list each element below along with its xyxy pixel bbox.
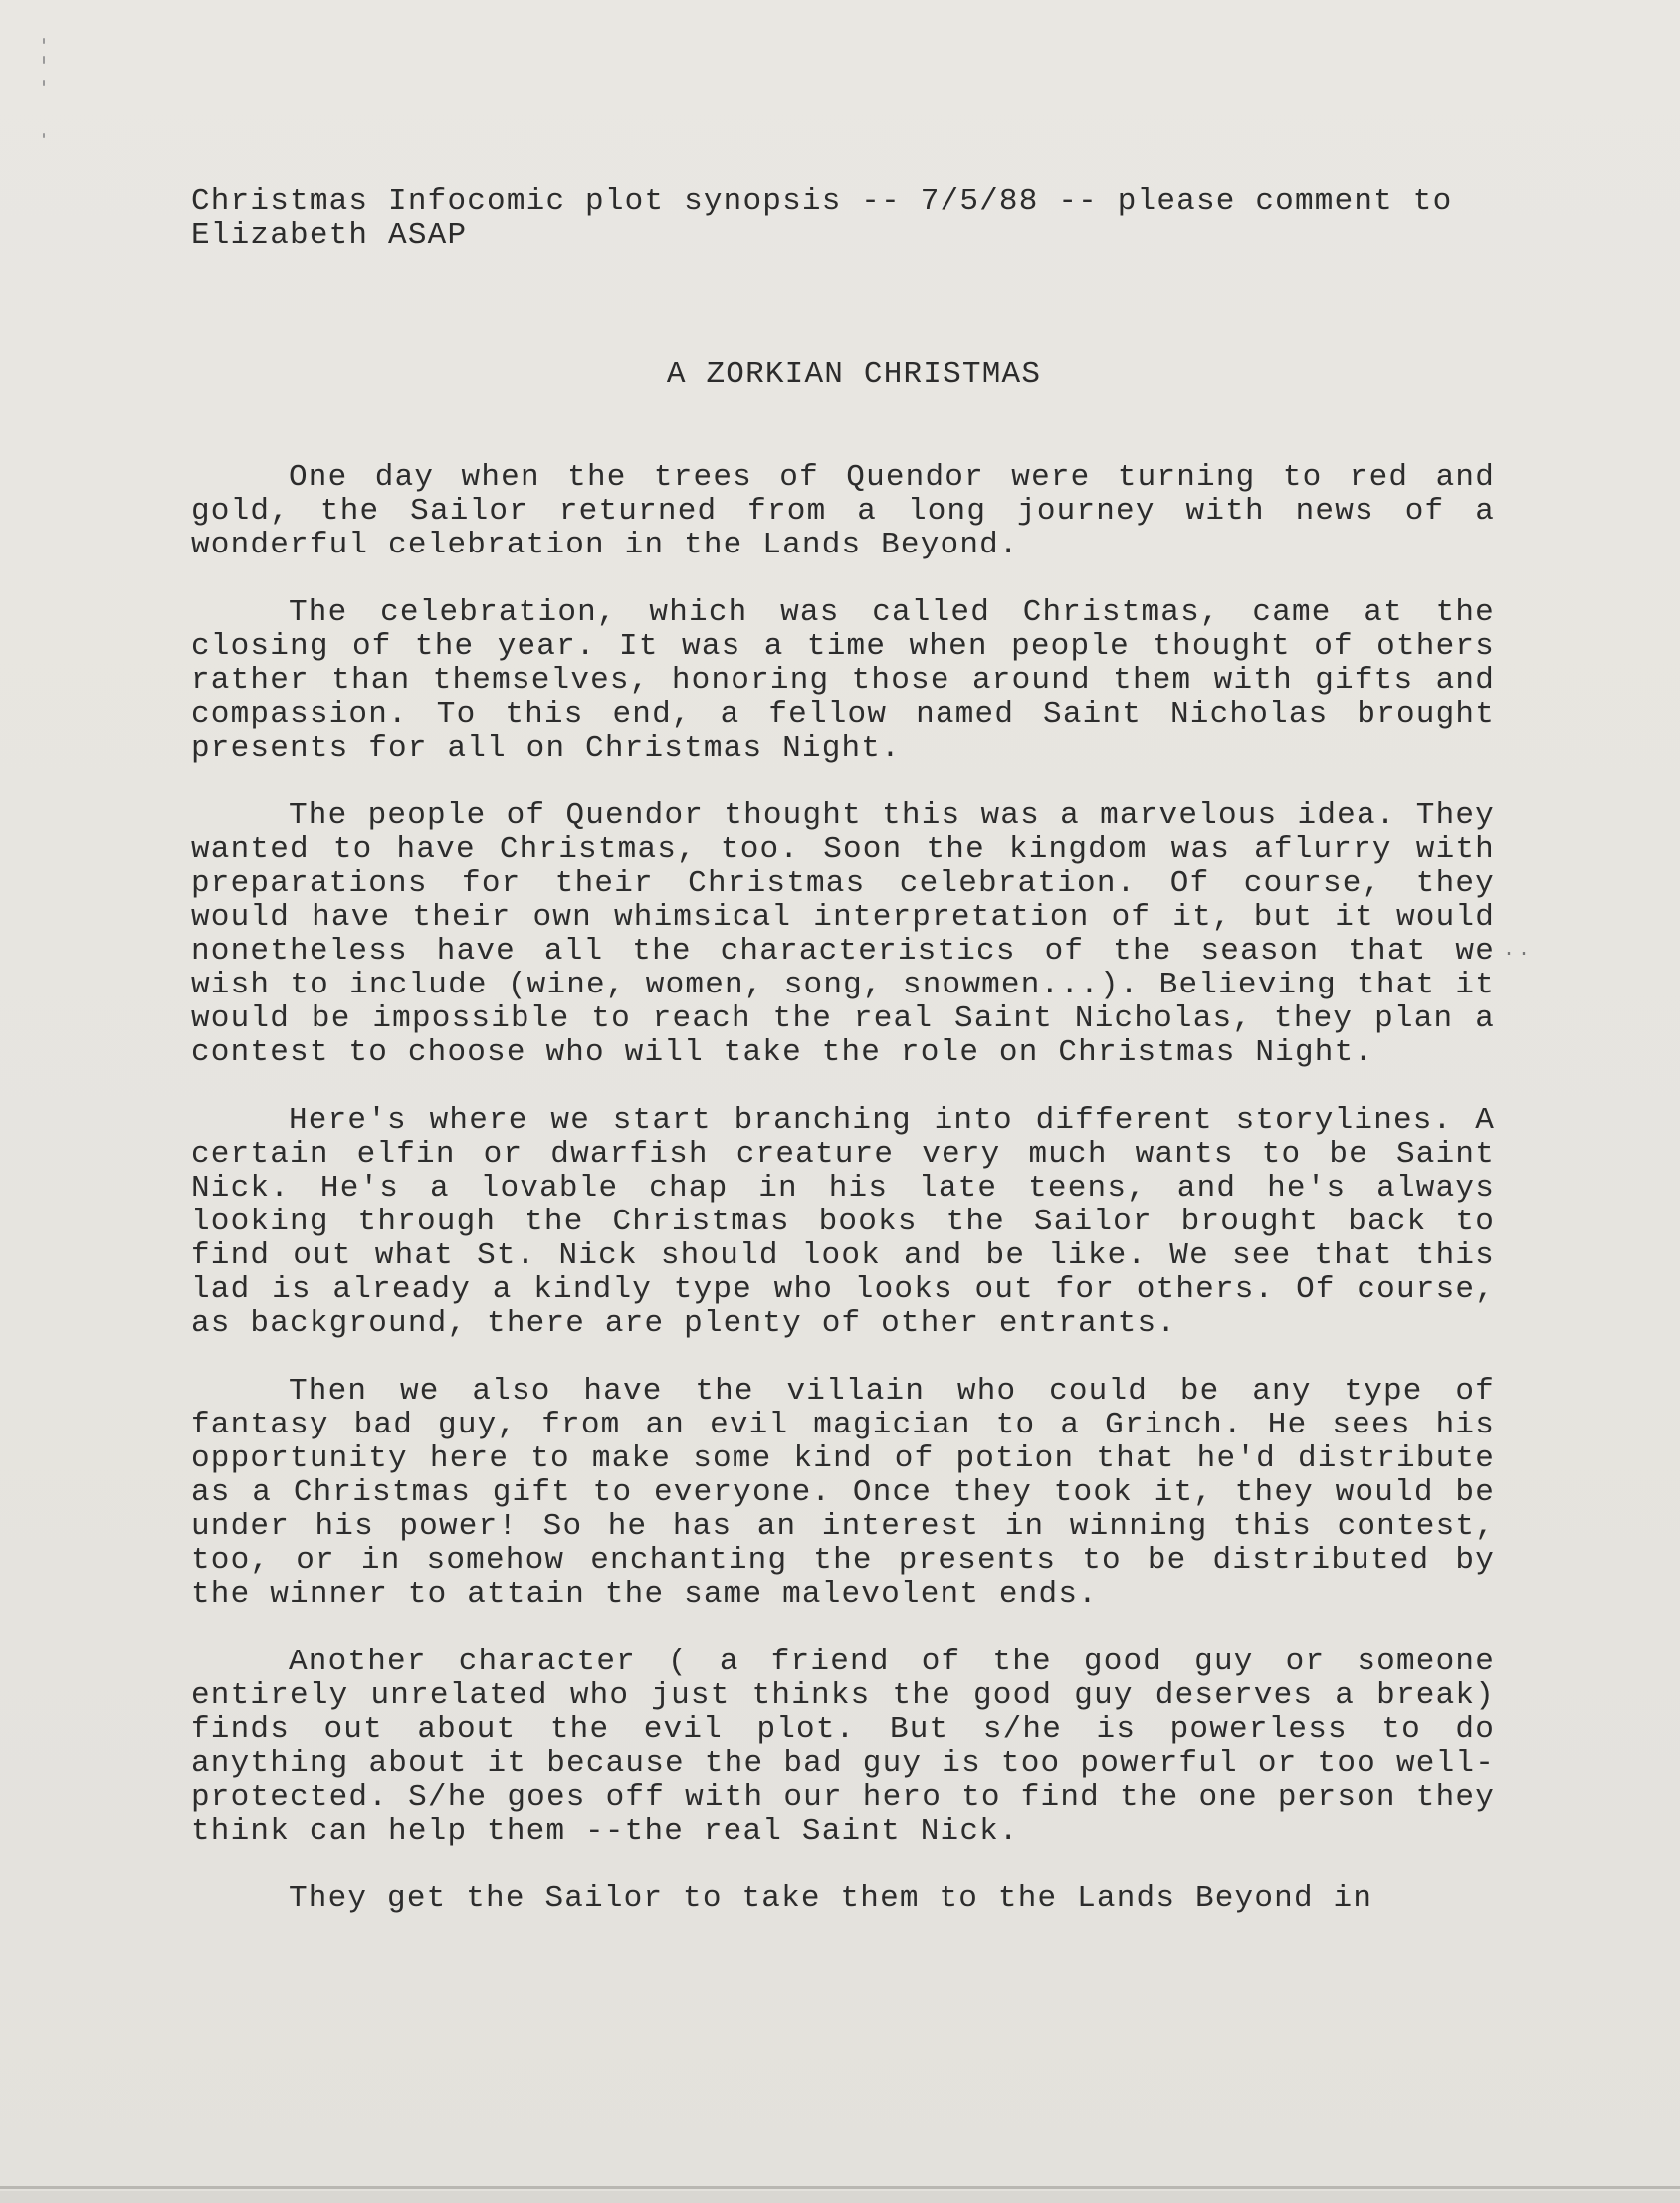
header-line-2: Elizabeth ASAP (191, 218, 468, 253)
paragraph-4: Here's where we start branching into different storylines. A certain elfin or dwarfish creature very much wants to be Saint Nick. He's a lovable chap in his late teens, and he's always looking through the Christmas books the Sailor brought back to find out what St. Nick should look and be like. We see that this lad is already a kindly type who looks out for others. Of course, as background, there are plenty of other entrants. (191, 1103, 1495, 1341)
paragraph-7: They get the Sailor to take them to the Lands Beyond in (289, 1881, 1373, 1916)
paragraph-3: The people of Quendor thought this was a marvelous idea. They wanted to have Christmas, too. Soon the kingdom was aflurry with preparations for their Christmas celebration. Of course, they would have their own whimsical interpretation of it, but it would nonetheless have all the characteristics of the season that we wish to include (wine, women, song, snowmen...). Believing that it would be impossible to reach the real Saint Nicholas, they plan a contest to choose who will take the role on Christmas Night. (191, 798, 1495, 1070)
paragraph-6: Another character ( a friend of the good guy or someone entirely unrelated who just thinks the good guy deserves a break) finds out about the evil plot. But s/he is powerless to do anything about it because the bad guy is too powerful or too well-protected. S/he goes off with our hero to find the one person they think can help them --the real Saint Nick. (191, 1645, 1495, 1849)
page-bottom-shadow (0, 2191, 1680, 2203)
memo-header (191, 185, 1495, 253)
paragraph-5: Then we also have the villain who could be any type of fantasy bad guy, from an evil magician to a Grinch. He sees his opportunity here to make some kind of potion that he'd distribute as a Christmas gift to everyone. Once they took it, they would be under his power! So he has an interest in winning this contest, too, or in somehow enchanting the presents to be distributed by the winner to attain the same malevolent ends. (191, 1374, 1495, 1612)
margin-dots: .. (1503, 939, 1534, 962)
document-title: A ZORKIAN CHRISTMAS (666, 357, 1042, 392)
paragraph-2: The celebration, which was called Christmas, came at the closing of the year. It was a time when people thought of others rather than themselves, honoring those around them with gifts and compassion. To this end, a fellow named Saint Nicholas brought presents for all on Christmas Night. (191, 595, 1495, 766)
synopsis-body (191, 461, 1495, 1916)
margin-marks (42, 38, 48, 147)
header-line-1: Christmas Infocomic plot synopsis -- 7/5/88 -- please comment to (191, 184, 1453, 219)
paragraph-1: One day when the trees of Quendor were turning to red and gold, the Sailor returned from a long journey with news of a wonderful celebration in the Lands Beyond. (191, 460, 1495, 562)
page-bottom-edge (0, 2186, 1680, 2189)
